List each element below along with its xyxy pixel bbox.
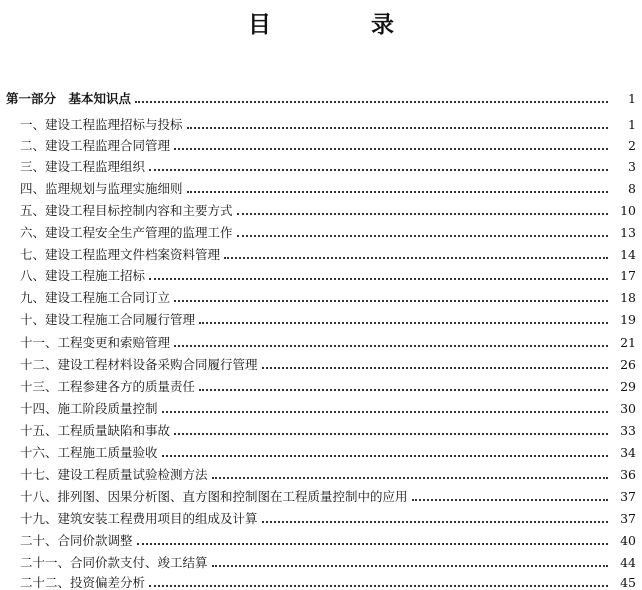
toc-entry-page: 8	[628, 181, 636, 196]
dot-leader	[199, 389, 608, 391]
toc-entry[interactable]	[20, 440, 636, 460]
dot-leader	[187, 127, 608, 129]
toc-entry[interactable]	[20, 285, 636, 305]
toc-entry[interactable]	[20, 352, 636, 372]
toc-entry[interactable]	[20, 528, 636, 548]
dot-leader	[412, 499, 608, 501]
dot-leader	[199, 322, 608, 324]
dot-leader	[212, 565, 608, 567]
toc-entry-label: 十一、工程变更和索赔管理	[20, 336, 174, 350]
toc-entry-label: 五、建设工程目标控制内容和主要方式	[20, 204, 237, 218]
toc-entry[interactable]	[20, 220, 636, 240]
toc-entry[interactable]	[20, 154, 636, 174]
dot-leader	[162, 455, 608, 457]
toc-part-label: 第一部分 基本知识点	[6, 92, 135, 106]
dot-leader	[174, 148, 608, 150]
toc-entry-label: 十四、施工阶段质量控制	[20, 402, 162, 416]
toc-entry[interactable]	[20, 484, 636, 504]
toc-entry-page: 13	[620, 225, 636, 240]
toc-entry[interactable]	[20, 374, 636, 394]
dot-leader	[137, 543, 608, 545]
toc-entry-page: 44	[620, 555, 636, 570]
toc-entry[interactable]	[20, 242, 636, 262]
dot-leader	[262, 521, 608, 523]
toc-entry-page: 21	[620, 335, 636, 350]
toc-entry-label: 十七、建设工程质量试验检测方法	[20, 468, 212, 482]
toc-entry-label: 八、建设工程施工招标	[20, 269, 149, 283]
toc-entry-label: 十五、工程质量缺陷和事故	[20, 424, 174, 438]
toc-entry-label: 一、建设工程监理招标与投标	[20, 118, 187, 132]
toc-entry-label: 三、建设工程监理组织	[20, 160, 149, 174]
toc-entry[interactable]	[20, 176, 636, 196]
toc-entry-label: 七、建设工程监理文件档案资料管理	[20, 248, 224, 262]
toc-entry[interactable]	[20, 550, 636, 570]
toc-entry-label: 二十、合同价款调整	[20, 534, 137, 548]
toc-entry-page: 2	[628, 138, 636, 153]
toc-entry-label: 六、建设工程安全生产管理的监理工作	[20, 226, 237, 240]
toc-entry-page: 34	[620, 445, 636, 460]
toc-part-page: 1	[628, 91, 636, 106]
dot-leader	[174, 345, 608, 347]
dot-leader	[135, 101, 608, 103]
toc-entry-page: 33	[620, 423, 636, 438]
toc-entry[interactable]	[20, 570, 636, 590]
dot-leader	[237, 213, 608, 215]
toc-entry-page: 30	[620, 401, 636, 416]
toc-entry-label: 二十二、投资偏差分析	[20, 576, 149, 590]
dot-leader	[149, 169, 608, 171]
toc-entry-page: 26	[620, 357, 636, 372]
toc-entry-page: 17	[620, 268, 636, 283]
dot-leader	[162, 411, 608, 413]
dot-leader	[212, 477, 608, 479]
dot-leader	[224, 257, 608, 259]
dot-leader	[174, 433, 608, 435]
toc-entry-page: 10	[620, 203, 636, 218]
dot-leader	[187, 191, 608, 193]
toc-entry-page: 18	[620, 290, 636, 305]
toc-entry[interactable]	[20, 133, 636, 153]
toc-entry-label: 九、建设工程施工合同订立	[20, 291, 174, 305]
toc-entry-page: 1	[628, 117, 636, 132]
dot-leader	[262, 367, 608, 369]
page-title: 目 录	[247, 12, 440, 38]
toc-entry-page: 19	[620, 312, 636, 327]
toc-entry-label: 十二、建设工程材料设备采购合同履行管理	[20, 358, 262, 372]
toc-entry[interactable]	[20, 263, 636, 283]
toc-entry[interactable]	[20, 462, 636, 482]
toc-entry-page: 37	[620, 489, 636, 504]
toc-entry-page: 14	[620, 247, 636, 262]
toc-entry-label: 十三、工程参建各方的质量责任	[20, 380, 199, 394]
toc-entry[interactable]	[20, 506, 636, 526]
toc-entry-label: 十、建设工程施工合同履行管理	[20, 313, 199, 327]
toc-entry-page: 36	[620, 467, 636, 482]
toc-entry-label: 十六、工程施工质量验收	[20, 446, 162, 460]
toc-entry-page: 37	[620, 511, 636, 526]
toc-entry[interactable]	[20, 112, 636, 132]
toc-part-row[interactable]	[6, 86, 636, 106]
dot-leader	[174, 300, 608, 302]
toc-entry[interactable]	[20, 198, 636, 218]
toc-entry-label: 十九、建筑安装工程费用项目的组成及计算	[20, 512, 262, 526]
toc-entry-page: 40	[620, 533, 636, 548]
toc-entry-label: 二、建设工程监理合同管理	[20, 139, 174, 153]
toc-entry[interactable]	[20, 396, 636, 416]
dot-leader	[149, 278, 608, 280]
toc-entry-label: 四、监理规划与监理实施细则	[20, 182, 187, 196]
dot-leader	[237, 235, 608, 237]
dot-leader	[149, 585, 608, 587]
toc-entry-label: 二十一、合同价款支付、竣工结算	[20, 556, 212, 570]
toc-entry[interactable]	[20, 330, 636, 350]
toc-entry-page: 29	[620, 379, 636, 394]
toc-entry-page: 3	[628, 159, 636, 174]
toc-entry-label: 十八、排列图、因果分析图、直方图和控制图在工程质量控制中的应用	[20, 490, 412, 504]
toc-entry[interactable]	[20, 418, 636, 438]
toc-entry[interactable]	[20, 307, 636, 327]
toc-entry-page: 45	[620, 575, 636, 590]
